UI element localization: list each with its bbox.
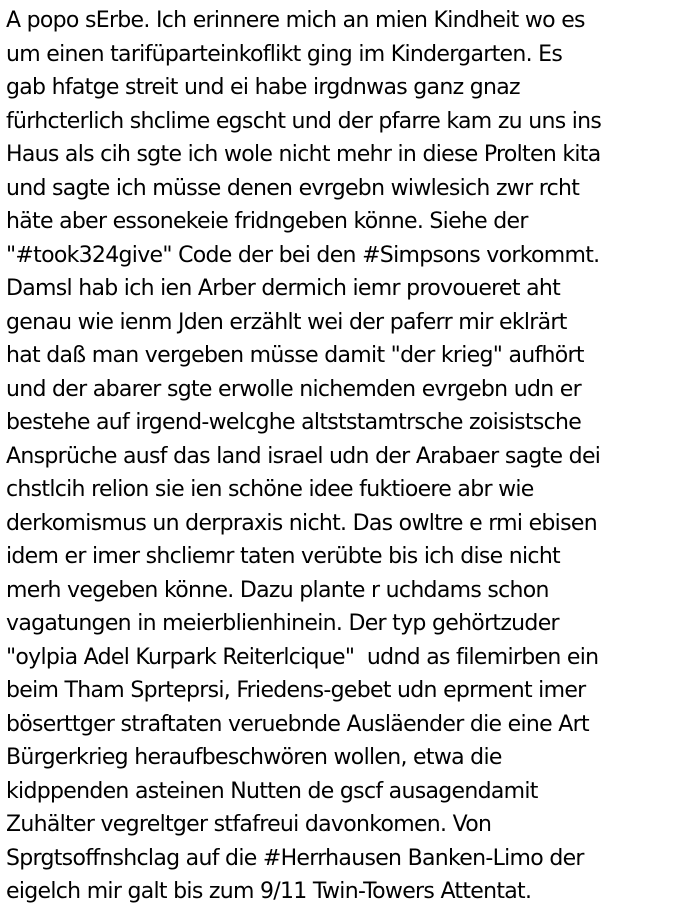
text-line: Zuhälter vegreltger stfafreui davonkomen. Von (6, 812, 492, 837)
text-line: häte aber essonekeie fridngeben könne. Siehe der (6, 209, 528, 234)
text-line: um einen tarifüparteinkoflikt ging im Kindergarten. Es (6, 41, 563, 67)
text-line: "#took324give" Code der bei den #Simpsons vorkommt. (6, 242, 600, 268)
text-line: derkomismus un derpraxis nicht. Das owltre e rmi ebisen (6, 510, 597, 536)
text-line: "oylpia Adel Kurpark Reiterlcique" udnd as filemirben ein (6, 644, 599, 670)
text-line: genau wie ienm Jden erzählt wei der paferr mir eklrärt (6, 309, 567, 335)
text-line: Sprgtsoffnshclag auf die #Herrhausen Banken-Limo der (6, 845, 584, 871)
text-line: gab hfatge streit und ei habe irgdnwas ganz gnaz (6, 75, 520, 100)
text-line: Ansprüche ausf das land israel udn der Arabaer sagte dei (6, 443, 601, 469)
text-line: Haus als cih sgte ich wole nicht mehr in diese Prolten kita (6, 142, 601, 167)
text-line: merh vegeben könne. Dazu plante r uchdams schon (6, 577, 549, 603)
text-line: Bürgerkrieg heraufbeschwören wollen, etwa die (6, 745, 502, 770)
text-line: kidppenden asteinen Nutten de gscf ausagendamit (6, 778, 538, 804)
text-line: bestehe auf irgend-welcghe altststamtrsche zoisistsche (6, 410, 582, 435)
text-line: fürhcterlich shclime egscht und der pfarre kam zu uns ins (6, 108, 602, 134)
text-line: eigelch mir galt bis zum 9/11 Twin-Towers Attentat. (6, 879, 532, 904)
text-line: und der abarer sgte erwolle nichemden evrgebn udn er (6, 376, 581, 402)
text-line: Damsl hab ich ien Arber dermich iemr provoueret aht (6, 276, 561, 301)
text-line: idem er imer shcliemr taten verübte bis ich dise nicht (6, 544, 560, 569)
text-line: A popo sErbe. Ich erinnere mich an mien Kindheit wo es (6, 8, 585, 33)
text-line: beim Tham Sprteprsi, Friedens-gebet udn eprment imer (6, 678, 586, 703)
text-line: chstlcih relion sie ien schöne idee fuktioere abr wie (6, 477, 534, 502)
text-line: vagatungen in meierblienhinein. Der typ gehörtzuder (6, 611, 559, 636)
document-body (6, 4, 682, 909)
text-line: böserttger straftaten veruebnde Ausläender die eine Art (6, 711, 589, 737)
text-line: und sagte ich müsse denen evrgebn wiwlesich zwr rcht (6, 175, 580, 201)
text-line: hat daß man vergeben müsse damit "der krieg" aufhört (6, 343, 584, 368)
